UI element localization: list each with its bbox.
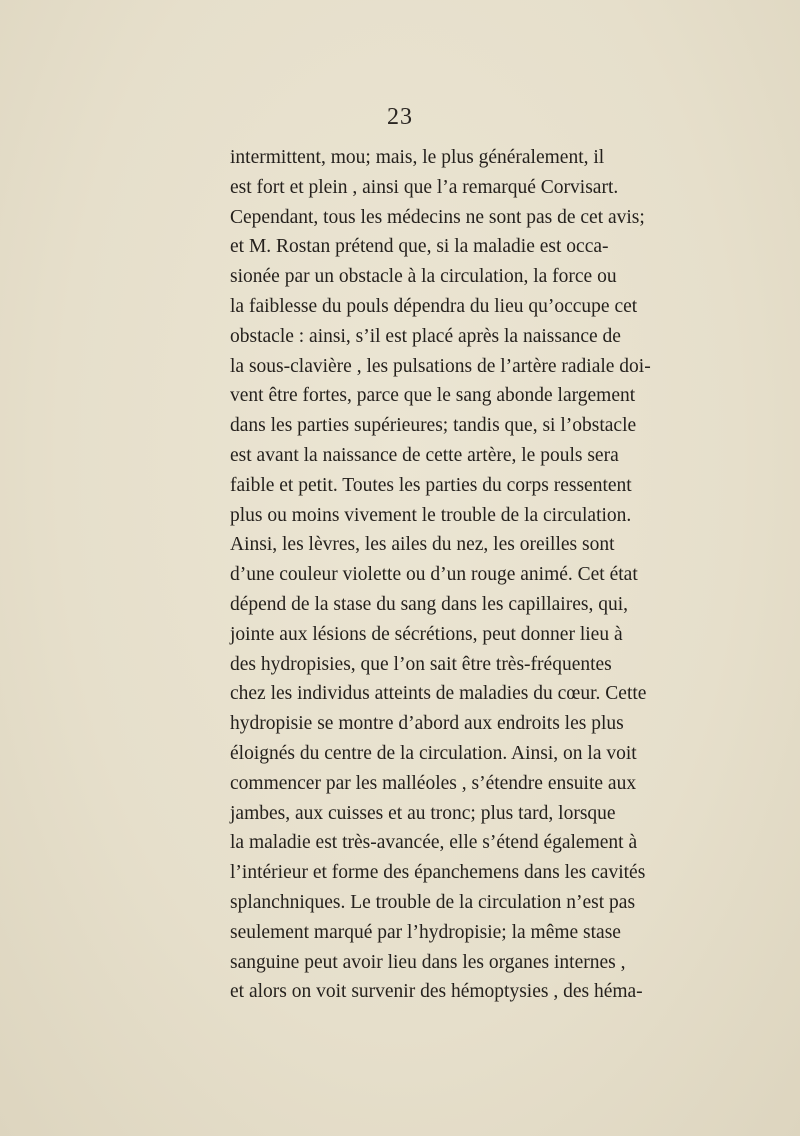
text-line: commencer par les malléoles , s’étendre ensuite aux (230, 772, 637, 794)
text-line: des hydropisies, que l’on sait être très-fréquentes (230, 653, 612, 675)
text-line: jambes, aux cuisses et au tronc; plus tard, lorsque (230, 802, 616, 824)
text-line: jointe aux lésions de sécrétions, peut donner lieu à (230, 623, 623, 645)
text-line: éloignés du centre de la circulation. Ainsi, on la voit (230, 742, 637, 764)
text-line: Cependant, tous les médecins ne sont pas de cet avis; (230, 206, 645, 228)
text-line: seulement marqué par l’hydropisie; la même stase (230, 921, 621, 943)
text-line: Ainsi, les lèvres, les ailes du nez, les oreilles sont (230, 534, 615, 556)
text-line: faible et petit. Toutes les parties du corps ressentent (230, 474, 632, 496)
text-line: sanguine peut avoir lieu dans les organes internes , (230, 951, 626, 973)
text-line: plus ou moins vivement le trouble de la circulation. (230, 504, 632, 526)
text-line: la maladie est très-avancée, elle s’étend également à (230, 832, 638, 854)
text-line: splanchniques. Le trouble de la circulation n’est pas (230, 891, 636, 913)
text-line: la sous-clavière , les pulsations de l’artère radiale doi- (230, 355, 651, 377)
body-text (230, 143, 651, 1007)
text-line: et alors on voit survenir des hémoptysies , des héma- (230, 981, 643, 1003)
text-line: dans les parties supérieures; tandis que, si l’obstacle (230, 415, 637, 437)
page-number: 23 (387, 104, 413, 130)
text-line: l’intérieur et forme des épanchemens dans les cavités (230, 862, 646, 884)
text-line: obstacle : ainsi, s’il est placé après la naissance de (230, 325, 621, 347)
text-line: vent être fortes, parce que le sang abonde largement (230, 385, 636, 407)
text-line: est fort et plein , ainsi que l’a remarqué Corvisart. (230, 176, 619, 198)
text-line: est avant la naissance de cette artère, le pouls sera (230, 444, 619, 466)
text-line: la faiblesse du pouls dépendra du lieu qu’occupe cet (230, 295, 638, 317)
text-line: et M. Rostan prétend que, si la maladie est occa- (230, 236, 609, 258)
text-line: sionée par un obstacle à la circulation, la force ou (230, 266, 617, 288)
text-line: hydropisie se montre d’abord aux endroits les plus (230, 713, 624, 735)
text-line: intermittent, mou; mais, le plus généralement, il (230, 147, 605, 168)
text-line: dépend de la stase du sang dans les capillaires, qui, (230, 593, 629, 615)
text-line: d’une couleur violette ou d’un rouge animé. Cet état (230, 564, 638, 586)
text-line: chez les individus atteints de maladies du cœur. Cette (230, 683, 647, 705)
